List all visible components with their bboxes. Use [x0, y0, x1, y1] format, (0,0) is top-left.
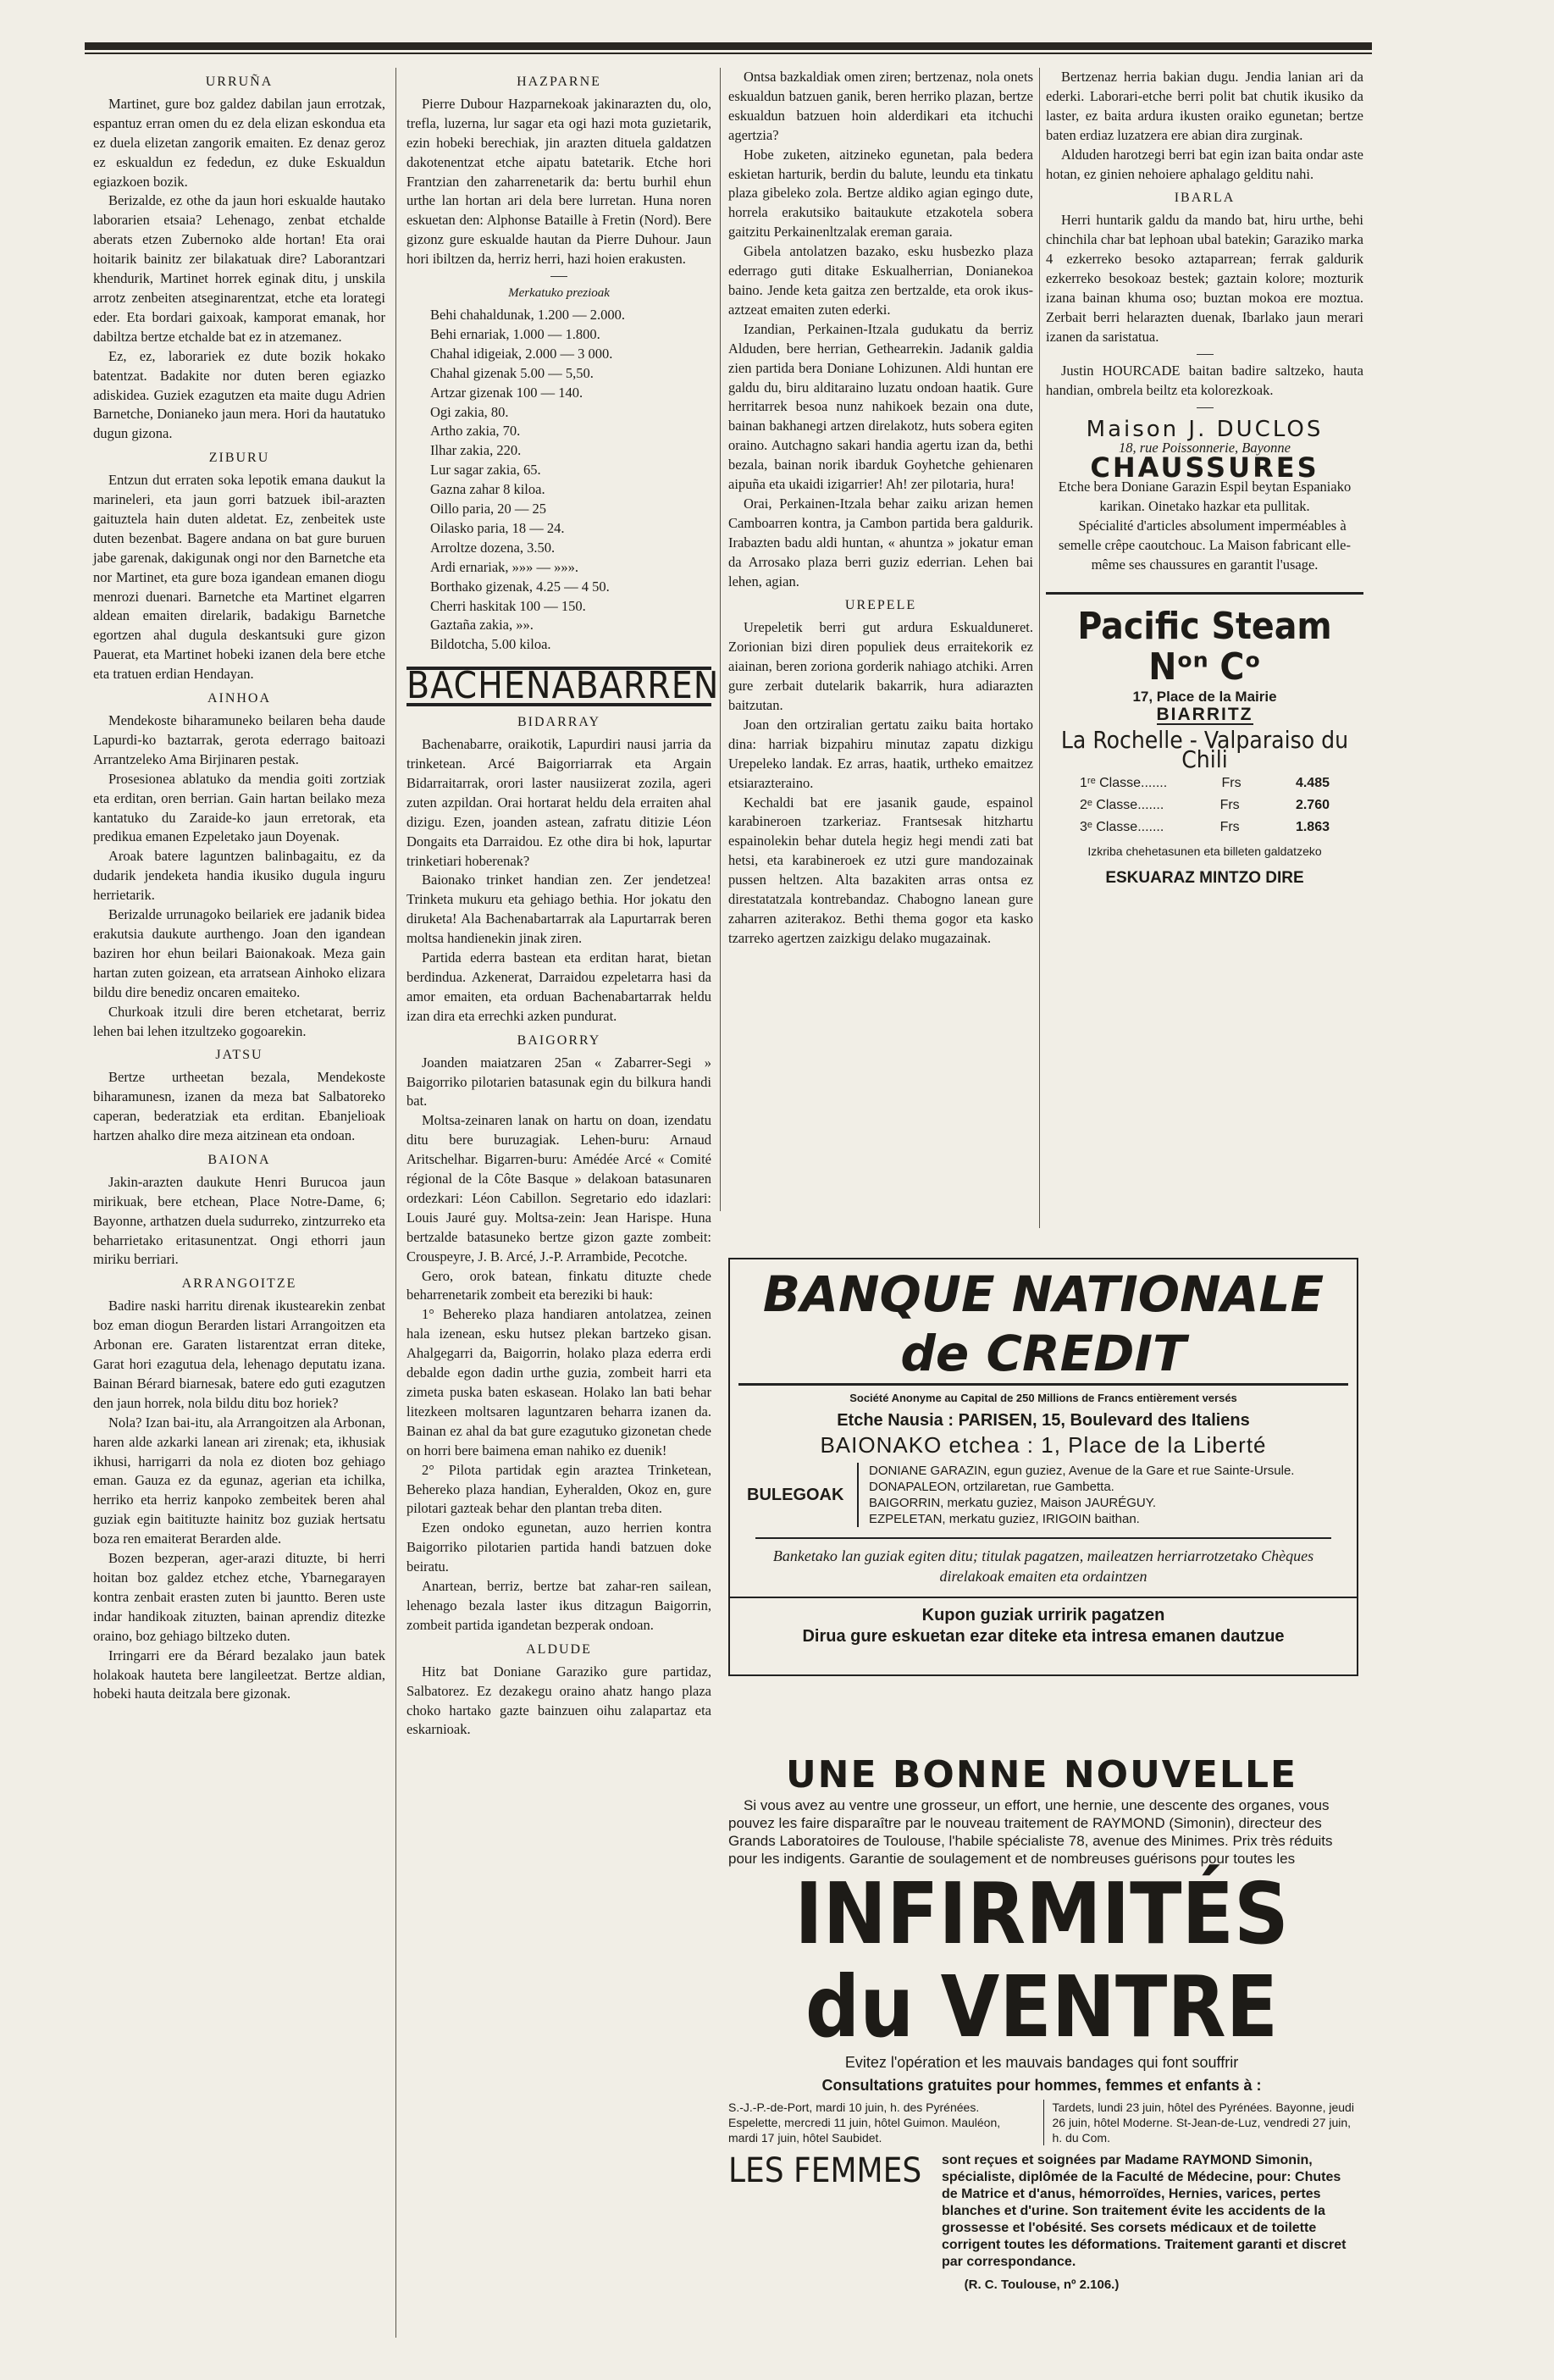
fare-cur: Frs: [1219, 820, 1240, 835]
fare-price: 4.485: [1295, 776, 1330, 791]
price-line: Oillo paria, 20 — 25: [430, 501, 547, 518]
header-rule: [85, 42, 1372, 50]
duclos-text: Etche bera Doniane Garazin Espil beytan Espaniako karikan. Oinetako hazkar eta pullitak.: [1058, 479, 1352, 515]
price-line: Arroltze dozena, 3.50.: [430, 539, 556, 556]
duclos-text: Spécialité d'articles absolument imperméables à semelle crêpe caoutchouc. La Maison fabricant elle-même ses chaussures en garantit l'usage.: [1059, 518, 1351, 573]
article-paragraph: Entzun dut erraten soka lepotik emana daukut la marineleri, eta jaun gorri batzuek ibil-arazten gaituztela hain duten aldetat. Ez, zenbeitek uste duten bezenbat. Bagere andana on bat gure buruen jabe garenak, dakigunak ongi nor den Barnetche eta nor Martinet, eta gure boza igandean emanen diogu menrozi duenari. Barnetche eta Martinet elgarren aldean emaiten direlarik, badakigu Barnetche egortzen ahal dugula deskantsuki gure gizon Pauerat, eta Martinet hobeki izanen dela bere etche eta tratuen erdian Hendayan.: [93, 472, 385, 683]
ventre-text: Si vous avez au ventre une grosseur, un effort, une hernie, une descente des organes, vous pouvez les faire disparaître par le nouveau traitement de RAYMOND (Simonin), directeur des Grands Laboratoires de Toulouse, l'habile spécialiste 78, avenue des Minimes. Prix très réduits pour les indigents. Garantie de soulagement et de nombreuses guérisons pour toutes les: [728, 1797, 1333, 1867]
heading-bidarray: BIDARRAY: [517, 715, 601, 730]
notice-hourcade: Justin HOURCADE baitan badire saltzeko, hauta handian, ombrela beiltz eta kolorezkoak.: [1046, 362, 1363, 398]
article-paragraph: Bertze urtheetan bezala, Mendekoste biharamunesn, izanen da meza bat Salbatoreko caperan, bederatziak eta erditan. Ebanjelioak hartzen ahalko dire meza aitzinean eta ondoan.: [93, 1069, 385, 1144]
heading-jatsu: JATSU: [215, 1048, 263, 1063]
article-paragraph: Kechaldi bat ere jasanik gaude, espainol karabineroen tzarkeriaz. Frantsesak hitzhartu espainolekin behar dutela hegiz hegi mendi zati bat hetsi, eta karabineroek ez utzi gure mandozainak pussen heltzen. Alta bazakiten arras ontsa ez direstatatzala kontrebandaz. Chabogno lanean gure zaharren aziterakoz. Bethi thema gogor eta kasko tzarreko agertzen zaizkigu delako mugazainak.: [728, 794, 1033, 946]
fare-cur: Frs: [1219, 798, 1240, 813]
bank-office: DONIANE GARAZIN, egun guziez, Avenue de la Gare et rue Sainte-Ursule.: [869, 1464, 1295, 1478]
bank-dirua: Dirua gure eskuetan ezar diteke eta intresa emanen dautzue: [802, 1627, 1285, 1646]
article-paragraph: Berizalde, ez othe da jaun hori eskualde hautako laborarien etsaia? Lehenago, zenbat etchalde aberats etzen Zubernoko alde hortan! Eta orai hoitarik bainitz zer bilakatuak dire? Laborantzari khendurik, Martinet horrek eginak ditu, j unskila arrotz zenbeiten atseginarentzat, etche eta lorategi eder. Eta bordari gaixoak, kamporat emanak, hor dabiltza bertze etchalde bat ez in atzemanez.: [93, 192, 385, 345]
ventre-places-right: Tardets, lundi 23 juin, hôtel des Pyrénées. Bayonne, jeudi 26 juin, hôtel Moderne. St-Jean-de-Luz, vendredi 27 juin, h. du Com.: [1043, 2100, 1356, 2145]
article-paragraph: Berizalde urrunagoko beilariek ere jadanik bidea erakutsia daukute aurthengo. Joan den igandean baziren hor ehun beilari Baionakoak. Meza gain hartan zuten goizean, eta arratsean Ainhoko elizara bildu dire benediz oncaren emaiteko.: [93, 906, 385, 1000]
article-paragraph: Ezen ondoko egunetan, auzo herrien kontra Baigorriko pilotarien partida handi batzuen doke beiratu.: [406, 1519, 711, 1575]
column-1: [93, 68, 385, 2338]
price-line: Behi chahaldunak, 1.200 — 2.000.: [430, 306, 626, 323]
ad-pacific-steam: [1046, 592, 1363, 887]
section-banner: BACHENABARREN: [406, 664, 720, 708]
fare-row: [1080, 818, 1330, 838]
ventre-evitez: Evitez l'opération et les mauvais bandages qui font souffrir: [844, 2054, 1239, 2071]
column-3: [728, 68, 1033, 946]
article-paragraph: Nola? Izan bai-itu, ala Arrangoitzen ala Arbonan, haren alde azkarki lanean ari zirenak; eta, ikhusiak ikhusi, harrigarri da nola ez dioten boz gehiago eman. Gauza ez da egunaz, agerian eta ichilka, herriko eta herriz kanpoko zembeitek beren ahal guziak egin baitituzte hainitz boz guziak hertsatu boza ren emaiterat Berarden alde.: [93, 1414, 385, 1547]
article-paragraph: Churkoak itzuli dire beren etchetarat, berriz lehen bai lehen itzultzeko gogoarekin.: [93, 1003, 385, 1039]
femmes-text: sont reçues et soignées par Madame RAYMOND Simonin, spécialiste, diplômée de la Faculté de Médecine, pour: Chutes de Matrice et d'anus, hémorroïdes, Hernies, varices, pertes blanches et d'urine. Son traitement évite les accidents de la grossesse et l'obésité. Ses corsets médicaux et de toilette corrigent toutes les déformations. Traitement garanti et discret par correspondance.: [942, 2153, 1347, 2269]
price-line: Behi ernariak, 1.000 — 1.800.: [430, 325, 600, 342]
heading-baiona: BAIONA: [207, 1152, 271, 1167]
fare-price: 1.863: [1295, 820, 1330, 835]
article-paragraph: Orai, Perkainen-Itzala behar zaiku arizan hemen Camboarren kontra, ja Cambon partida bera galdurik. Irabazten badu aldi huntan, « ahuntza » jokatur eman da Arrosako plaza berri guziz ederrian. Lehen bai lehen, agian.: [728, 495, 1033, 589]
ventre-consultations: Consultations gratuites pour hommes, femmes et enfants à :: [821, 2077, 1262, 2094]
article-paragraph: Mendekoste biharamuneko beilaren beha daude Lapurdi-ko baztarrak, gerota ederrago baitoazi Arrantzeleko Ama Birjinaren pestak.: [93, 712, 385, 767]
bank-office: EZPELETAN, merkatu guziez, IRIGOIN baithan.: [869, 1512, 1140, 1526]
article-paragraph: 2° Pilota partidak egin araztea Trinketean, Behereko plaza handian, Eyheralden, Okoz en, gure pilotari gazteak behar den plantan treba diten.: [406, 1461, 711, 1517]
article-paragraph: Baionako trinket handian zen. Zer jendetzea! Trinketa mukuru eta gehiago bethia. Hor jokatu den diruketa! Ala Bachenabartarrak ala Lapurtarrak beren moltsa handienekin jinak ziren.: [406, 872, 711, 947]
article-paragraph: Ez, ez, laborariek ez dute bozik hokako batentzat. Badakite nor duten beren egiazko adiskidea. Guziek ezagutzen eta maite dugu Adrien Barnetche, Donianeko jaun mera. Hori da hautatuko dugun gizona.: [93, 347, 385, 442]
article-paragraph: Jakin-arazten daukute Henri Burucoa jaun mirikuak, bere etchean, Place Notre-Dame, 6; Bayonne, arthatzen duela sudurreko, zintzurreko eta beharrietako eritasunentzat. Ongi ethorri jaun miriku berriari.: [93, 1173, 385, 1268]
article-paragraph: Gibela antolatzen bazako, esku husbezko plaza ederrago guti ditake Eskualherrian, Donianekoa baino. Jende keta gaitza zen bertzalde, eta orok ikus-aztzeat emaiten zuten ederki.: [728, 243, 1033, 318]
pacific-address: 17, Place de la Mairie: [1132, 688, 1277, 705]
column-divider: [1039, 68, 1040, 1228]
heading-market-prices: Merkatuko prezioak: [508, 286, 610, 301]
pacific-route: La Rochelle - Valparaiso du Chili: [1060, 725, 1349, 773]
pacific-fares: [1046, 774, 1363, 838]
article-paragraph: Martinet, gure boz galdez dabilan jaun errotzak, espantuz erran omen du ez dela elizan eskondua eta ez duela elizetan zangorik emaiten. Ez denaz geroz ez eskualdun ez fededun, ez duke Eskualdun egiazkoen bozik.: [93, 95, 385, 190]
price-line: Gazna zahar 8 kiloa.: [430, 481, 545, 498]
separator: [550, 276, 567, 277]
price-line: Artzar gizenak 100 — 140.: [430, 384, 583, 401]
bank-office: BAIGORRIN, merkatu guziez, Maison JAURÉGUY.: [869, 1496, 1156, 1510]
duclos-chaussures: CHAUSSURES: [1090, 451, 1319, 484]
price-line: Lur sagar zakia, 65.: [430, 462, 541, 479]
article-paragraph: Anartean, berriz, bertze bat zahar-ren sailean, lehenago bezala laster ikus ditzagun Baigorrin, zombeit partida igandetan bezperak ondoan.: [406, 1578, 711, 1633]
article-paragraph: Irringarri ere da Bérard bezalako jaun batek holakoak hauteta bere langileetzat. Bertze aldian, hobeki hauta deitzala bere gizonak.: [93, 1647, 385, 1702]
ad-infirmites-ventre: [728, 1753, 1355, 2292]
price-line: Bildotcha, 5.00 kiloa.: [430, 636, 551, 653]
heading-urepele: UREPELE: [844, 598, 917, 613]
heading-arrangoitze: ARRANGOITZE: [181, 1276, 297, 1292]
article-paragraph: Joan den ortziralian gertatu zaiku baita hortako dina: harriak bizpahiru minutaz zapatu dizkigu Urepeleko landak. Ez arras, haatik, urtheko emaitzez etsiarazteraino.: [728, 716, 1033, 791]
article-paragraph: 1° Behereko plaza handiaren antolatzea, zeinen hala izenean, esku hutsez plekan bartzeko gisan. Ahalgegarri da, Baigorrin, holako plaza ederra erdi debalde egon dadin urthe guzia, zombeit harri eta zimeta puska baten eskasean. Holako lan bati behar litezkeen moltsaren laguntzaren beharra izanen da. Bainan ez ahal da bat gure ezagutuko gizonetan chede on horri bere baimena eman nahiko ez duenik!: [406, 1306, 711, 1458]
bank-services: Banketako lan guziak egiten ditu; titulak pagatzen, maileatzen herriarrotzetako Chèques direlakoak emaiten eta ordaintzen: [755, 1537, 1331, 1586]
heading-aldude: ALDUDE: [526, 1641, 592, 1657]
ventre-rc: (R. C. Toulouse, nº 2.106.): [964, 2278, 1120, 2292]
article-paragraph: Aroak batere laguntzen balinbagaitu, ez da dudarik jendeketa handia ikusiko dugula inguru herrietarik.: [93, 848, 385, 904]
price-line: Artho zakia, 70.: [430, 423, 521, 440]
article-paragraph: Herri huntarik galdu da mando bat, hiru urthe, behi chinchila char bat lephoan ubal batekin; Garaziko markа 4 ezkerreko besoko aztaparrean; ferrak galdurik ezkerreko besokoaz bestek; gaztain kolore; mozturik izana bainan khuma oso; buztan mokoa ere moztua. Zerbait berri helarazten duenak, Ibarlako jaun merari izanen da saristatua.: [1046, 212, 1363, 345]
bank-title: BANQUE NATIONALE de CREDIT: [738, 1265, 1348, 1386]
bank-kupon: Kupon guziak urririk pagatzen: [730, 1597, 1357, 1624]
price-line: Cherri haskitak 100 — 150.: [430, 597, 586, 614]
fare-row: [1080, 796, 1330, 816]
duclos-address: 18, rue Poissonnerie, Bayonne: [1118, 440, 1291, 457]
price-line: Borthako gizenak, 4.25 — 4 50.: [430, 578, 610, 595]
column-2: [406, 68, 720, 2338]
price-line: Ardi ernariak, »»» — »»».: [430, 558, 579, 575]
pacific-city: BIARRITZ: [1156, 704, 1253, 724]
heading-baigorry: BAIGORRY: [517, 1032, 601, 1048]
column-divider: [395, 68, 396, 2338]
ventre-headline: UNE BONNE NOUVELLE: [785, 1753, 1298, 1796]
heading-hazparne: HAZPARNE: [517, 75, 601, 89]
fare-cur: Frs: [1221, 776, 1242, 791]
pacific-eskuaraz: ESKUARAZ MINTZO DIRE: [1105, 869, 1304, 888]
article-paragraph: Gero, orok batean, finkatu dituzte chede beharrenetarik zombeit eta bereziki bi hauk:: [406, 1267, 711, 1303]
pacific-title: Pacific Steam Nᵒⁿ Cᵒ: [1077, 604, 1332, 689]
femmes-title: LES FEMMES: [728, 2151, 922, 2190]
article-paragraph: Urepeletik berri gut ardura Eskualduneret. Zorionian bizi diren populiek deus erraitekorik ez aiainan, beren zoriona gorderik nahiago atchiki. Arren gure zerbait dutelarik bakarrik, hura adiarazten baitzutan.: [728, 619, 1033, 713]
fare-name: 3ᵉ Classe.......: [1080, 820, 1164, 835]
price-line: Oilasko paria, 18 — 24.: [430, 519, 565, 536]
pacific-note: Izkriba chehetasunen eta billeten galdatzeko: [1087, 844, 1322, 859]
price-line: Chahal gizenak 5.00 — 5,50.: [430, 364, 594, 381]
article-paragraph: Pierre Dubour Hazparnekoak jakinarazten du, olo, trefla, luzerna, lur sagar eta ogi hazi mota guzietarik, ezin hobeki berechiak, jin arazten dituela galdatzen dakotenentzat etche aipatu batetarik. Etche hori Frantzian den zaharrenetarik da: bertu burhil ehun urthe lan hortan ari dela bere lurretan. Huna noren eskuetan den: Alphonse Bataille à Fretin (Nord). Bere gizonz gure eskualde hautan da Pierre Duhour. Jaun hori ibiltzen da, herriz herri, hazi hoien erakusten.: [406, 95, 711, 268]
fare-name: 1ʳᵉ Classe.......: [1080, 776, 1168, 791]
article-paragraph: Izandian, Perkainen-Itzala gudukatu da berriz Alduden, bere herrian, Gethearrekin. Jadanik galdia zien partida bera Doniane Lohizunen. Aldi huntan ere galdu du, biru alditaraino luzatu ondoan haatik. Gure herritarrek besoa nunz nahikoek bezain ona dute, bainan bakhanegi artzen direlakotz, huts sobera egiten oraino. Autchagno sakari handia agertu izan da, bethi bezala, bainan norik ibarduk Goyhetche gehienaren aipuña eta ukaidi izigarrier! Ah! zer pilotaria, hura!: [728, 320, 1033, 493]
article-paragraph: Hitz bat Doniane Garaziko gure partidaz, Salbatorez. Ez dezakegu oraino ahatz hango plaza choko hartako gazte bainzuen oihu zalapartaz eta eskarnioak.: [406, 1663, 711, 1738]
fare-name: 2ᵉ Classe.......: [1080, 798, 1164, 813]
article-paragraph: Hobe zuketen, aitzineko egunetan, pala bedera eskietan harturik, berdin du balute, leundu eta tinkatu plaza gibeleko zola. Bertze aldiko agian egingo dute, horrela erakutsiko baitaukute etzakotela sobera gaitzitu Perkainenltzalak ereman garaia.: [728, 146, 1033, 241]
bank-offices: [857, 1463, 1294, 1527]
separator: [1197, 354, 1214, 355]
column-divider: [720, 68, 721, 1211]
bank-bulegoak: BULEGOAK: [747, 1485, 844, 1504]
separator: [1197, 407, 1214, 408]
ventre-places-left: S.-J.-P.-de-Port, mardi 10 juin, h. des Pyrénées. Espelette, mercredi 11 juin, hôtel Guimon. Mauléon, mardi 17 juin, hôtel Saubidet.: [728, 2100, 1001, 2145]
bank-head-office: Etche Nausia : PARISEN, 15, Boulevard des Italiens: [837, 1411, 1250, 1430]
ad-duclos: [1046, 416, 1363, 575]
article-paragraph: Bertzenaz herria bakian dugu. Jendia lanian ari da ederki. Laborari-etche berri polit bat chutik ikusiko da laster, ez baita ardura ikusten oraiko egunetan; bertze baten erdiaz luzatzera ere abian dira zurginak.: [1046, 69, 1363, 143]
heading-urruna: URRUÑA: [205, 75, 274, 89]
fare-price: 2.760: [1295, 798, 1330, 813]
bank-office: DONAPALEON, ortzilaretan, rue Gambetta.: [869, 1480, 1114, 1494]
column-4: [1046, 68, 1363, 1228]
bank-baionako: BAIONAKO etchea : 1, Place de la Liberté: [820, 1432, 1267, 1458]
heading-ainhoa: AINHOA: [207, 691, 272, 706]
article-paragraph: Prosesionea ablatuko da mendia goiti zortziak eta erditan, oren berrian. Gain hartan beilako meza kantatuko du Zaraide-ko jaun erretorak, eta predikua emanen Ezpeletako jaun Doyenak.: [93, 770, 385, 845]
heading-ibarla: IBARLA: [1174, 191, 1236, 206]
article-paragraph: Joanden maiatzaren 25an « Zabarrer-Segi » Baigorriko pilotarien batasunak egin du bilkura handi bat.: [406, 1054, 711, 1110]
article-paragraph: Moltsa-zeinaren lanak on hartu on doan, izendatu ditu bere buruzagiak. Lehen-buru: Arnaud Aritschelhar. Bigarren-buru: Amédée Arcé « Comité régional de la Côte Basque » delakoan batasunaren ordezkari: Léon Cabillon. Segretario edo idazlari: Louis Jauré guy. Moltsa-zein: Jean Harispe. Huna bertzalde batasuneko bertze gizon gazte zombeit: Crouspeyre, J. B. Arcé, J.-P. Arrambide, Pecotche.: [406, 1112, 711, 1265]
heading-ziburu: ZIBURU: [208, 451, 270, 466]
article-paragraph: Badire naski harritu direnak ikustearekin zenbat boz eman diogun Berarden listari Arrangoitzen eta Arbonan ere. Garaten listarentzat erran diteke, Garat hori ezagutua dela, lehenago deputatu izana. Bainan Bérard biarnesak, batere edo guti ezagutzen den jaun horrek, nola bildu ditu boz horiek?: [93, 1298, 385, 1411]
article-paragraph: Partida ederra bastean eta erditan harat, bietan berdindua. Azkenerat, Darraidou ezpeletarra hasi da amor emaiten, eta orduan Bachenabartarrak heldu izan dira eta errechki azken pundurat.: [406, 949, 711, 1024]
price-list: [406, 306, 711, 655]
price-line: Ilhar zakia, 220.: [430, 442, 522, 459]
header-rule-thin: [85, 53, 1372, 54]
article-paragraph: Ontsa bazkaldiak omen ziren; bertzenaz, nola onets eskualdun batzuen ganik, beren herriko plazan, bertze eskualdun batzuen hoin alderdikari eta itchuchi agertzia?: [728, 69, 1033, 143]
article-paragraph: Alduden harotzegi berri bat egin izan baita ondar aste hotan, ez ginien nehoiere aphalago gelditu nahi.: [1046, 146, 1363, 182]
price-line: Gaztaña zakia, »».: [430, 617, 534, 634]
ad-banque-nationale: [728, 1258, 1358, 1676]
ventre-title: INFIRMITÉS du VENTRE: [794, 1864, 1289, 2056]
duclos-name: Maison J. DUCLOS: [1086, 416, 1324, 442]
article-paragraph: Bozen bezperan, ager-arazi dituzte, bi herri hoitan boz galdez etchez etche, Ybarnegarayen kontra zenbait erasten zuten bi jauntto. Beren uste indar handikoak zituzten, bainan aprendiz ditezke oraino, boz gehiago biltzeko duten.: [93, 1550, 385, 1644]
price-line: Ogi zakia, 80.: [430, 403, 509, 420]
bank-capital: Société Anonyme au Capital de 250 Millions de Francs entièrement versés: [849, 1392, 1237, 1404]
price-line: Chahal idigeiak, 2.000 — 3 000.: [430, 345, 613, 362]
article-paragraph: Bachenabarre, oraikotik, Lapurdiri nausi jarria da trinketean. Arcé Baigorriarrak eta Argain Bidarraitarrak, orori laster nausiizerat zozila, ageri zuten azpildan. Orai hortarat heldu dela erraiten ahal dizigu. Ezen, joanden astean, zafratu ditizie Léon Dongaits eta Darraidou. Ez othe dira bi hok, lapurtar trinketiari hoberenak?: [406, 736, 711, 869]
fare-row: [1080, 774, 1330, 794]
